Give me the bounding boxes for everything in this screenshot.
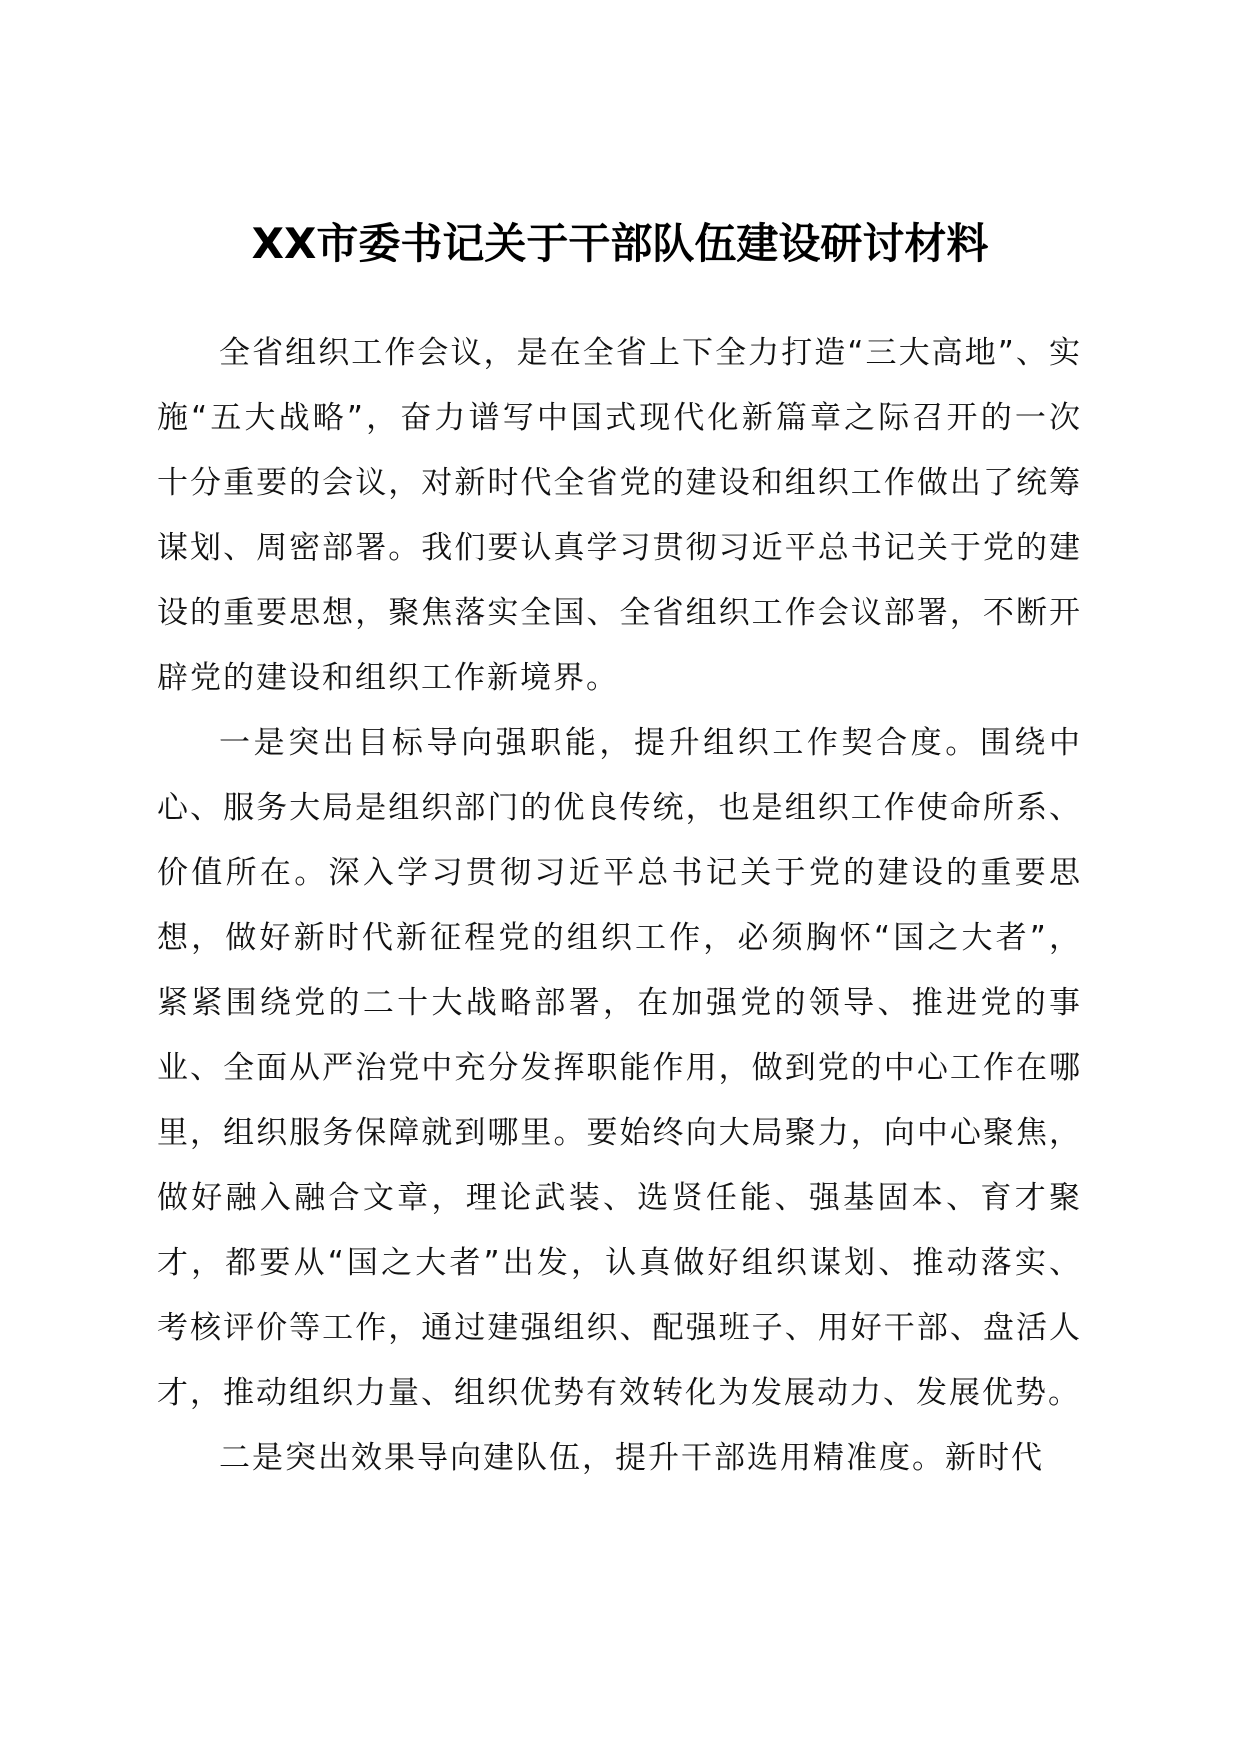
document-body xyxy=(157,321,1082,1491)
paragraph-intro: 全省组织工作会议，是在全省上下全力打造“三大高地”、实施“五大战略”，奋力谱写中国式现代化新篇章之际召开的一次十分重要的会议，对新时代全省党的建设和组织工作做出了统筹谋划、周密部署。我们要认真学习贯彻习近平总书记关于党的建设的重要思想，聚焦落实全国、全省组织工作会议部署，不断开辟党的建设和组织工作新境界。 xyxy=(157,335,1082,696)
paragraph-point-one: 一是突出目标导向强职能，提升组织工作契合度。围绕中心、服务大局是组织部门的优良传统，也是组织工作使命所系、价值所在。深入学习贯彻习近平总书记关于党的建设的重要思想，做好新时代新征程党的组织工作，必须胸怀“国之大者”，紧紧围绕党的二十大战略部署，在加强党的领导、推进党的事业、全面从严治党中充分发挥职能作用，做到党的中心工作在哪里，组织服务保障就到哪里。要始终向大局聚力，向中心聚焦，做好融入融合文章，理论武装、选贤任能、强基固本、育才聚才，都要从“国之大者”出发，认真做好组织谋划、推动落实、考核评价等工作，通过建强组织、配强班子、用好干部、盘活人才，推动组织力量、组织优势有效转化为发展动力、发展优势。 xyxy=(157,725,1082,1411)
document-title: XX市委书记关于干部队伍建设研讨材料 xyxy=(251,219,989,268)
paragraph-point-two: 二是突出效果导向建队伍，提升干部选用精准度。新时代 xyxy=(219,1440,1044,1476)
